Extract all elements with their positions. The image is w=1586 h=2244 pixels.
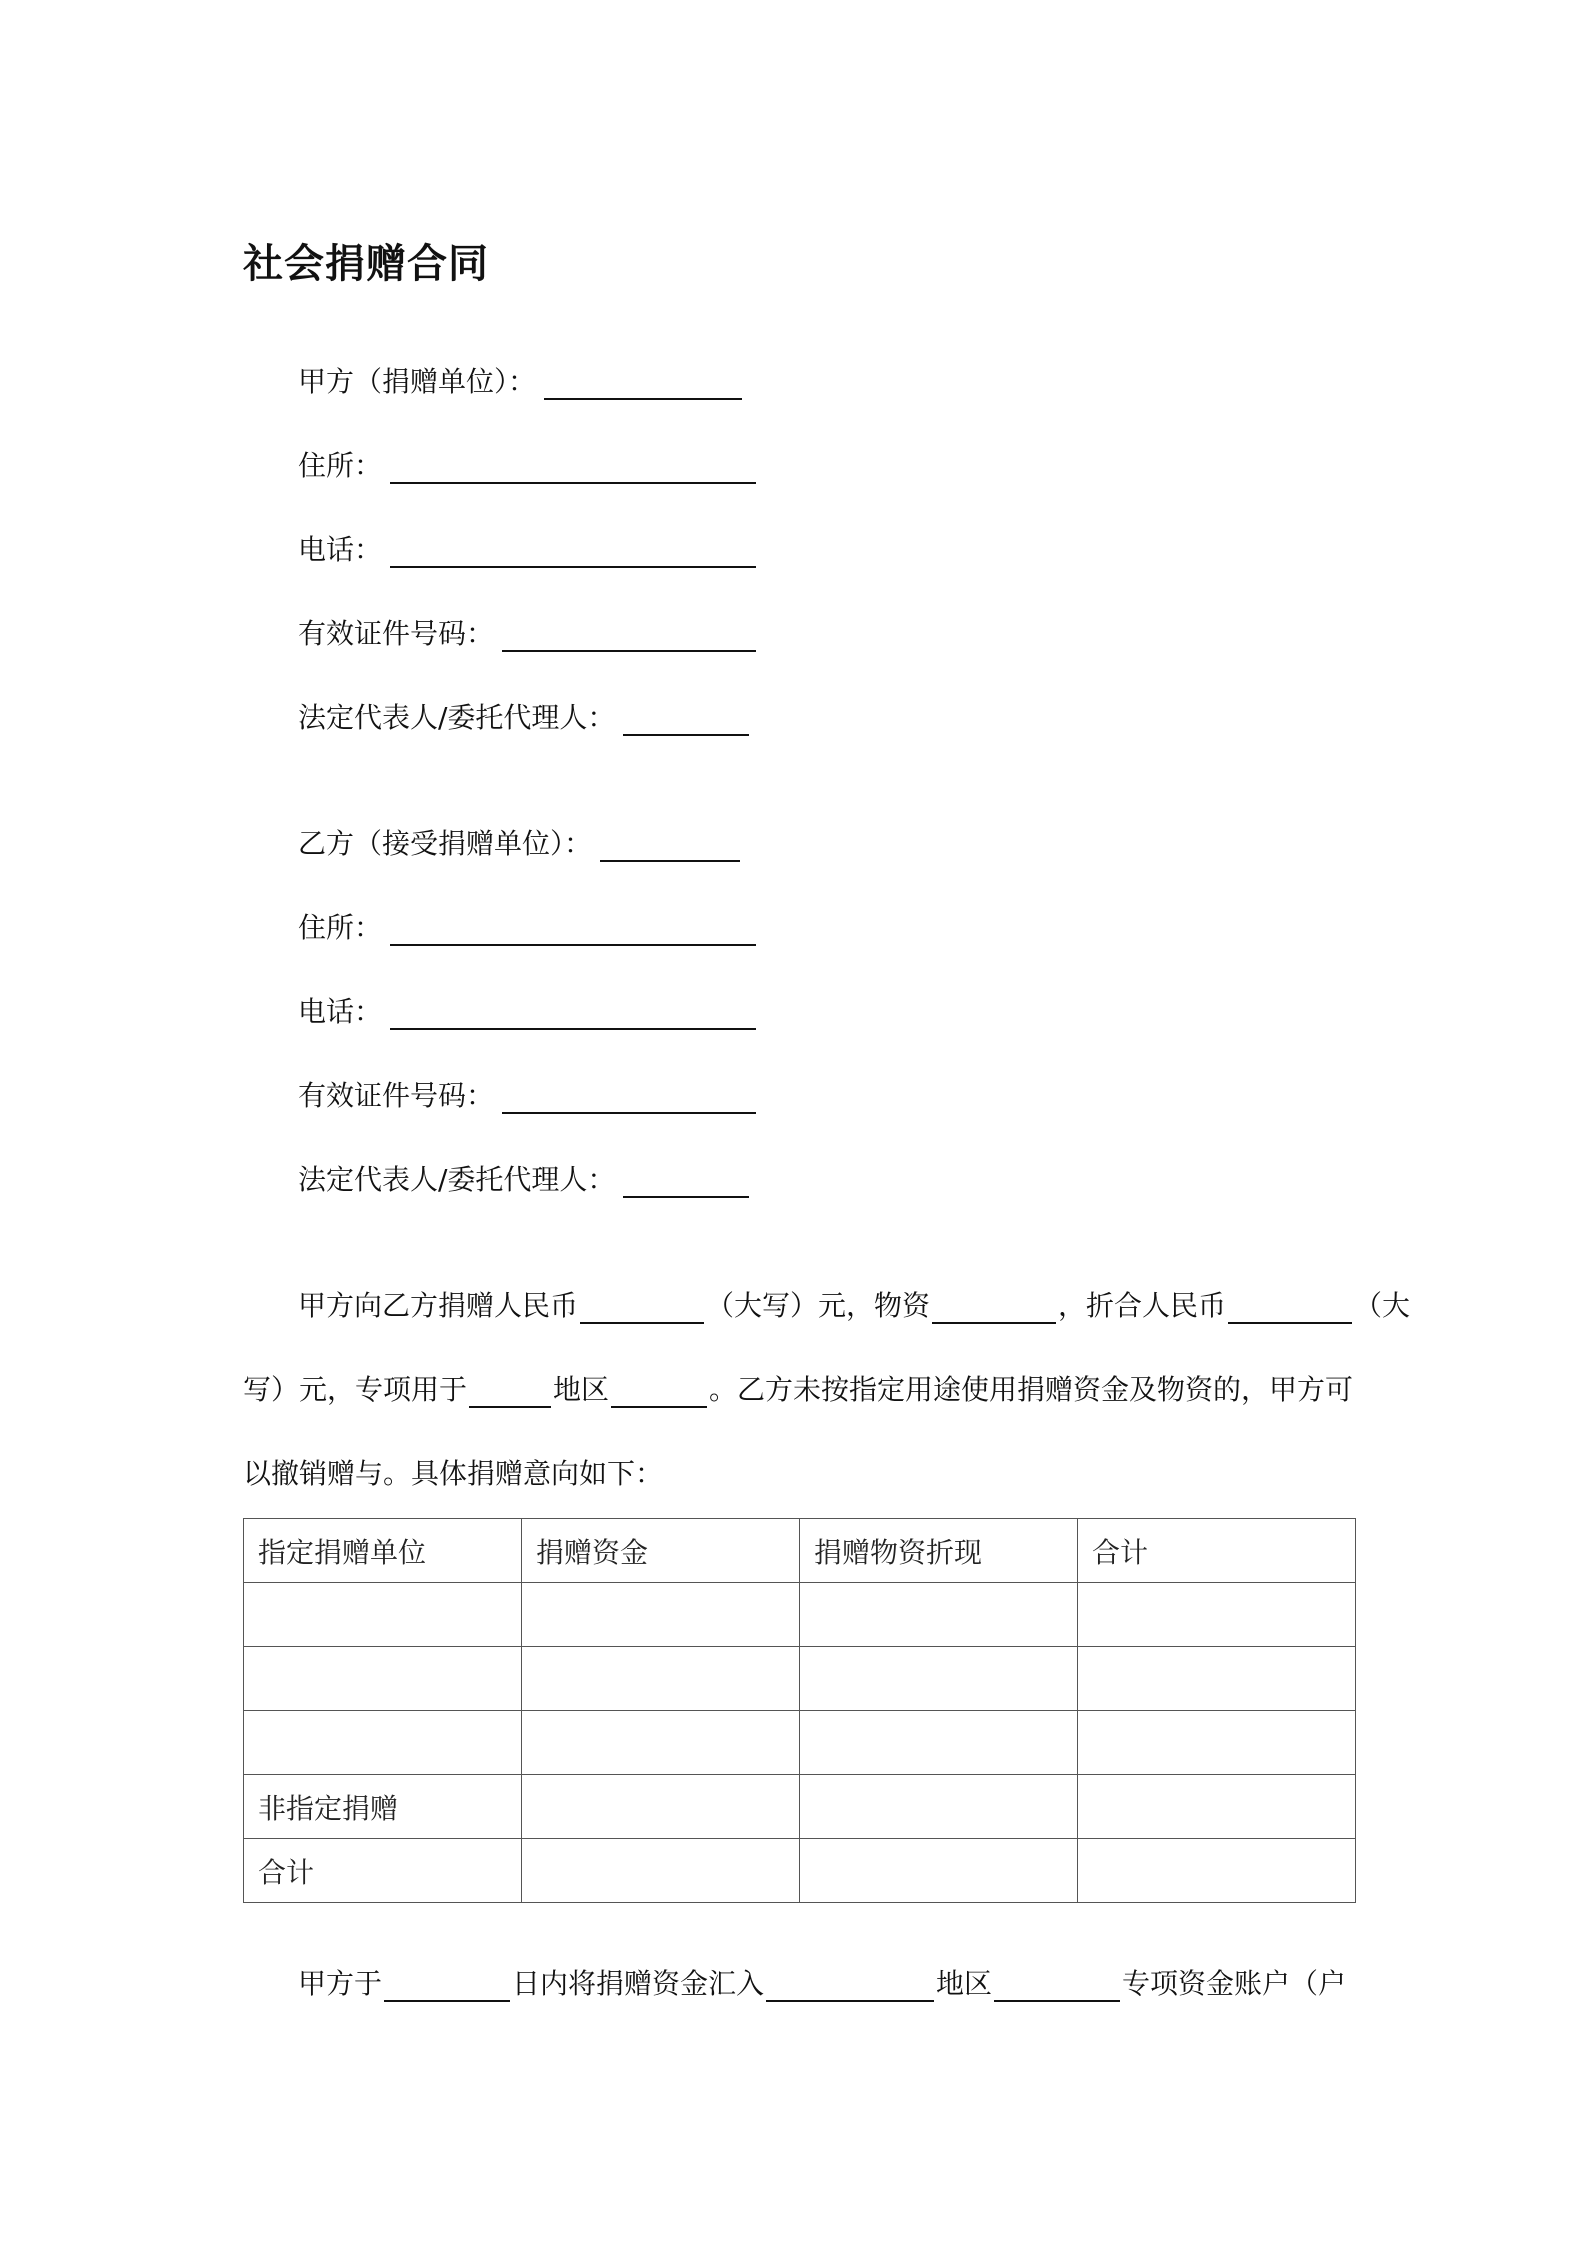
party-a-name-blank[interactable] — [544, 368, 742, 400]
party-a-phone-field — [298, 530, 756, 570]
table-cell[interactable] — [522, 1775, 800, 1839]
party-a-address-blank[interactable] — [390, 452, 756, 484]
clause1-text-5: 写）元，专项用于 — [243, 1373, 468, 1406]
clause1-text-7: 。乙方未按指定用途使用捐赠资金及物资的，甲方可 — [709, 1373, 1354, 1406]
table-cell[interactable] — [1078, 1711, 1356, 1775]
table-cell[interactable] — [244, 1711, 522, 1775]
table-row — [244, 1775, 1356, 1839]
account-region-blank[interactable] — [994, 1970, 1120, 2002]
party-a-rep-label: 法定代表人/委托代理人： — [298, 701, 616, 734]
party-b-id-blank[interactable] — [502, 1082, 756, 1114]
clause1-text-1: 甲方向乙方捐赠人民币 — [298, 1289, 579, 1322]
table-cell[interactable] — [1078, 1839, 1356, 1903]
table-cell[interactable] — [522, 1647, 800, 1711]
table-header-cell: 指定捐赠单位 — [244, 1519, 522, 1583]
destination-blank[interactable] — [766, 1970, 934, 2002]
party-b-id-field — [298, 1076, 756, 1116]
party-a-rep-field — [298, 698, 749, 738]
table-row — [244, 1583, 1356, 1647]
party-a-phone-blank[interactable] — [390, 536, 756, 568]
table-cell: 非指定捐赠 — [244, 1775, 522, 1839]
party-a-id-blank[interactable] — [502, 620, 756, 652]
clause1-line2 — [243, 1370, 1353, 1410]
clause1-text-8: 以撤销赠与。具体捐赠意向如下： — [243, 1457, 664, 1490]
table-cell[interactable] — [800, 1583, 1078, 1647]
party-a-heading-field — [298, 362, 742, 402]
party-b-address-label: 住所： — [298, 911, 383, 944]
party-b-id-label: 有效证件号码： — [298, 1079, 495, 1112]
party-b-rep-field — [298, 1160, 749, 1200]
clause1-text-2: （大写）元，物资 — [706, 1289, 931, 1322]
table-cell[interactable] — [244, 1647, 522, 1711]
party-b-address-field — [298, 908, 756, 948]
table-cell[interactable] — [244, 1583, 522, 1647]
party-a-phone-label: 电话： — [298, 533, 383, 566]
clause1-line1 — [298, 1286, 1410, 1326]
party-a-rep-blank[interactable] — [623, 704, 749, 736]
region-blank[interactable] — [611, 1376, 707, 1408]
days-blank[interactable] — [384, 1970, 510, 2002]
goods-blank[interactable] — [932, 1292, 1056, 1324]
clause2-line1 — [298, 1964, 1346, 2004]
party-b-phone-blank[interactable] — [390, 998, 756, 1030]
clause2-text-3: 地区 — [936, 1967, 993, 2000]
table-cell[interactable] — [522, 1583, 800, 1647]
party-b-heading: 乙方（接受捐赠单位）： — [298, 827, 593, 860]
table-cell[interactable] — [800, 1647, 1078, 1711]
table-header-cell: 合计 — [1078, 1519, 1356, 1583]
table-cell[interactable] — [1078, 1583, 1356, 1647]
party-b-phone-field — [298, 992, 756, 1032]
document-title: 社会捐赠合同 — [243, 241, 489, 287]
purpose-blank[interactable] — [469, 1376, 551, 1408]
table-header-row — [244, 1519, 1356, 1583]
party-b-phone-label: 电话： — [298, 995, 383, 1028]
party-a-address-field — [298, 446, 756, 486]
table-cell[interactable] — [800, 1775, 1078, 1839]
party-b-rep-blank[interactable] — [623, 1166, 749, 1198]
table-cell[interactable] — [1078, 1775, 1356, 1839]
table-cell[interactable] — [800, 1839, 1078, 1903]
clause1-text-4: （大 — [1354, 1289, 1411, 1322]
clause1-line3 — [243, 1454, 663, 1494]
clause1-text-3: ，折合人民币 — [1058, 1289, 1227, 1322]
table-row — [244, 1711, 1356, 1775]
table-row — [244, 1647, 1356, 1711]
party-b-address-blank[interactable] — [390, 914, 756, 946]
table-cell[interactable] — [522, 1711, 800, 1775]
party-a-id-field — [298, 614, 756, 654]
party-a-address-label: 住所： — [298, 449, 383, 482]
equivalent-rmb-blank[interactable] — [1228, 1292, 1352, 1324]
clause2-text-4: 专项资金账户（户 — [1122, 1967, 1347, 2000]
party-b-heading-field — [298, 824, 740, 864]
table-header-cell: 捐赠资金 — [522, 1519, 800, 1583]
party-a-id-label: 有效证件号码： — [298, 617, 495, 650]
table-cell[interactable] — [1078, 1647, 1356, 1711]
clause1-text-6: 地区 — [553, 1373, 610, 1406]
party-b-name-blank[interactable] — [600, 830, 740, 862]
table-cell[interactable] — [800, 1711, 1078, 1775]
table-header-cell: 捐赠物资折现 — [800, 1519, 1078, 1583]
party-b-rep-label: 法定代表人/委托代理人： — [298, 1163, 616, 1196]
donation-table — [243, 1518, 1356, 1903]
rmb-amount-blank[interactable] — [580, 1292, 704, 1324]
clause2-text-1: 甲方于 — [298, 1967, 383, 2000]
table-cell: 合计 — [244, 1839, 522, 1903]
table-cell[interactable] — [522, 1839, 800, 1903]
party-a-heading: 甲方（捐赠单位）： — [298, 365, 537, 398]
table-row — [244, 1839, 1356, 1903]
clause2-text-2: 日内将捐赠资金汇入 — [512, 1967, 765, 2000]
